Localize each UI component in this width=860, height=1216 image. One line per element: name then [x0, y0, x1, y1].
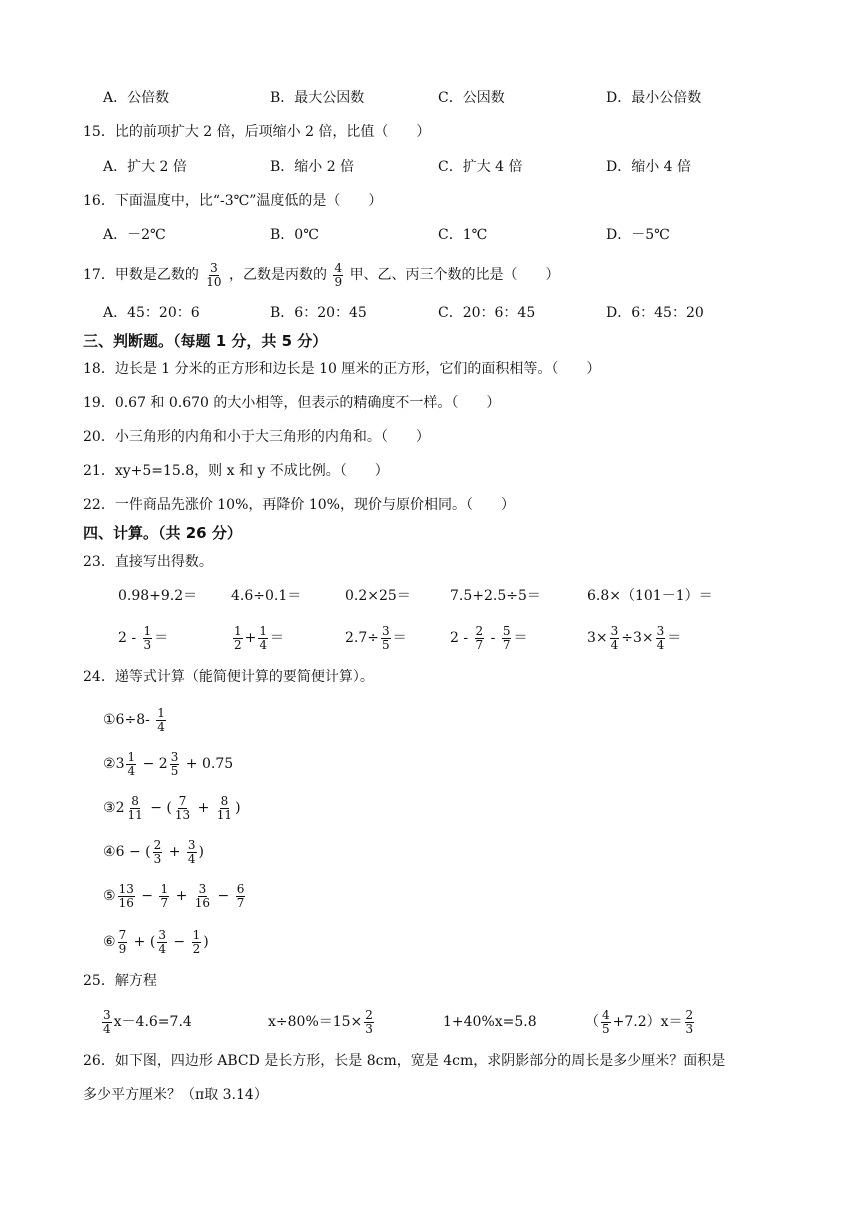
q24-stem: [0, 662, 860, 692]
q16-option-c: C．1℃: [438, 227, 488, 243]
q25-eq-1: $\frac{3}{4}$ x－4.6=7.4: [103, 1007, 192, 1036]
fraction-3-4: $\frac{3}{4}$: [158, 927, 166, 956]
q15-option-d: D．缩小 4 倍: [606, 159, 692, 175]
q17-middle: ，乙数是丙数的: [229, 267, 328, 283]
q26-line-1: [0, 1046, 860, 1076]
fraction-1-7: $\frac{1}{7}$: [160, 881, 169, 910]
fraction-8-11: $\frac{8}{11}$: [127, 793, 143, 822]
q23-item-5: 6.8×（101－1）＝: [587, 588, 713, 604]
q17-text: [83, 258, 560, 292]
q16-options: [0, 220, 860, 250]
fraction-6-7: $\frac{6}{7}$: [236, 881, 245, 910]
q23-item-2: 4.6÷0.1＝: [231, 588, 302, 604]
q26-line-2: [0, 1080, 860, 1110]
q24-expr-5: ⑤ $\frac{13}{16}$ − $\frac{1}{7}$ + $\frac{3}{16}$ − $\frac{6}{7}$: [103, 881, 245, 910]
q16-option-a: A．－2℃: [103, 227, 166, 243]
q15-text: 15．比的前项扩大 2 倍，后项缩小 2 倍，比值（ ）: [83, 124, 431, 140]
q17-option-b: B．6：20：45: [270, 305, 367, 321]
q23-stem: [0, 547, 860, 577]
q17-options: [0, 298, 860, 328]
q23-row-1: [0, 581, 860, 611]
q16-stem: [0, 186, 860, 216]
q17-option-a: A．45：20：6: [103, 305, 200, 321]
q24-text: 24．递等式计算（能简便计算的要简便计算）。: [83, 669, 374, 685]
q26-text-2: 多少平方厘米？（π取 3.14）: [83, 1087, 268, 1103]
section-4-title: 四、计算。（共 26 分）: [83, 524, 242, 542]
q23-item-4: 7.5+2.5÷5＝: [450, 588, 541, 604]
q17-stem: [0, 258, 860, 292]
q15-option-b: B．缩小 2 倍: [270, 159, 355, 175]
judge-21-text: 21．xy+5=15.8，则 x 和 y 不成比例。（ ）: [83, 463, 389, 479]
fraction-8-11: $\frac{8}{11}$: [216, 793, 233, 822]
q24-expr-2: ②3 $\frac{1}{4}$ − 2 $\frac{3}{5}$ + 0.75: [103, 749, 234, 778]
q23-row-2: [0, 620, 860, 656]
fraction-3-4: $\frac{3}{4}$: [610, 623, 619, 652]
numerator: 3: [210, 260, 218, 275]
fraction-3-4: $\frac{3}{4}$: [103, 1007, 111, 1036]
fraction-7-13: $\frac{7}{13}$: [174, 793, 191, 822]
fraction-2-3: $\frac{2}{3}$: [365, 1007, 373, 1036]
q25-equations: [0, 1004, 860, 1040]
q23-item-3: 0.2×25＝: [345, 588, 411, 604]
denominator: 10: [206, 274, 222, 289]
numerator: 4: [334, 260, 343, 275]
fraction-2-3: $\frac{2}{3}$: [153, 837, 162, 866]
judge-22-text: 22．一件商品先涨价 10%，再降价 10%，现价与原价相同。（ ）: [83, 497, 515, 513]
q17-prefix: 17．甲数是乙数的: [83, 267, 199, 283]
q17-fraction-1: [205, 262, 222, 289]
q17-suffix: 甲、乙、丙三个数的比是（ ）: [349, 267, 560, 283]
q26-text-1: 26．如下图，四边形 ABCD 是长方形，长是 8cm，宽是 4cm，求阴影部分的周长是多少厘米？面积是: [83, 1053, 726, 1069]
fraction-3-4: $\frac{3}{4}$: [187, 837, 196, 866]
fraction-4-5: $\frac{4}{5}$: [602, 1007, 610, 1036]
q23-item-6: 2 - $\frac{1}{3}$ ＝: [118, 623, 169, 652]
q14-option-a: A．公倍数: [103, 90, 170, 106]
section-3-heading: [0, 326, 860, 356]
q17-option-c: C．20：6：45: [438, 305, 536, 321]
q24-expr-4: ④6 − ( $\frac{2}{3}$ + $\frac{3}{4}$ ): [103, 837, 204, 866]
fraction-2-3: $\frac{2}{3}$: [685, 1007, 694, 1036]
judge-18-text: 18．边长是 1 分米的正方形和边长是 10 厘米的正方形，它们的面积相等。（ ）: [83, 361, 601, 377]
q14-option-d: D．最小公倍数: [606, 90, 702, 106]
q24-expr-3: ③2 $\frac{8}{11}$ − ( $\frac{7}{13}$ + $\frac{8}{11}$ ): [103, 793, 241, 822]
fraction-1-4: $\frac{1}{4}$: [157, 705, 165, 734]
q23-item-8: 2.7÷ $\frac{3}{5}$ ＝: [345, 623, 407, 652]
judge-20: [0, 422, 860, 452]
q16-option-d: D．－5℃: [606, 227, 670, 243]
judge-20-text: 20．小三角形的内角和小于大三角形的内角和。（ ）: [83, 429, 430, 445]
denominator: 9: [334, 274, 343, 289]
q16-option-b: B．0℃: [270, 227, 319, 243]
fraction-2-7: $\frac{2}{7}$: [475, 623, 484, 652]
fraction-13-16: $\frac{13}{16}$: [118, 881, 134, 910]
fraction-3-4: $\frac{3}{4}$: [656, 623, 665, 652]
q17-fraction-2: [333, 262, 343, 289]
judge-19-text: 19．0.67 和 0.670 的大小相等，但表示的精确度不一样。（ ）: [83, 395, 501, 411]
fraction-1-2: $\frac{1}{2}$: [234, 623, 242, 652]
fraction-1-3: $\frac{1}{3}$: [143, 623, 152, 652]
q23-item-7: $\frac{1}{2}$ + $\frac{1}{4}$ ＝: [234, 623, 285, 652]
q25-eq-4: （ $\frac{4}{5}$ +7.2）x＝ $\frac{2}{3}$: [585, 1007, 694, 1036]
q25-text: 25．解方程: [83, 973, 157, 989]
fraction-7-9: $\frac{7}{9}$: [118, 927, 127, 956]
fraction-1-2: $\frac{1}{2}$: [192, 927, 201, 956]
q24-expr-6: ⑥ $\frac{7}{9}$ + ( $\frac{3}{4}$ − $\frac{1}{2}$ ): [103, 927, 209, 956]
q23-item-10: 3× $\frac{3}{4}$ ÷3× $\frac{3}{4}$ ＝: [587, 623, 682, 652]
q25-eq-2: x÷80%＝15× $\frac{2}{3}$: [268, 1007, 373, 1036]
fraction-3-16: $\frac{3}{16}$: [194, 881, 211, 910]
q23-item-9: 2 - $\frac{2}{7}$ - $\frac{5}{7}$ ＝: [450, 623, 528, 652]
q15-options: [0, 152, 860, 182]
q15-option-a: A．扩大 2 倍: [103, 159, 187, 175]
q25-eq-3: 1+40%x=5.8: [443, 1014, 537, 1030]
q17-option-d: D．6：45：20: [606, 305, 704, 321]
section-3-title: 三、判断题。（每题 1 分，共 5 分）: [83, 332, 328, 350]
fraction-3-5: $\frac{3}{5}$: [382, 623, 390, 652]
q15-option-c: C．扩大 4 倍: [438, 159, 523, 175]
q15-stem: [0, 117, 860, 147]
fraction-3-5: $\frac{3}{5}$: [170, 749, 179, 778]
fraction-5-7: $\frac{5}{7}$: [502, 623, 511, 652]
judge-18: [0, 354, 860, 384]
q16-text: 16．下面温度中，比“-3℃”温度低的是（ ）: [83, 193, 383, 209]
judge-22: [0, 490, 860, 520]
fraction-1-4: $\frac{1}{4}$: [127, 749, 136, 778]
q23-item-1: 0.98+9.2＝: [118, 588, 198, 604]
q25-stem: [0, 966, 860, 996]
q24-expr-1: ①6÷8- $\frac{1}{4}$: [103, 705, 165, 734]
q14-option-c: C．公因数: [438, 90, 505, 106]
judge-19: [0, 388, 860, 418]
q23-text: 23．直接写出得数。: [83, 554, 213, 570]
q14-option-b: B．最大公因数: [270, 90, 365, 106]
q14-options: [0, 83, 860, 113]
judge-21: [0, 456, 860, 486]
fraction-1-4: $\frac{1}{4}$: [259, 623, 268, 652]
section-4-heading: [0, 518, 860, 548]
